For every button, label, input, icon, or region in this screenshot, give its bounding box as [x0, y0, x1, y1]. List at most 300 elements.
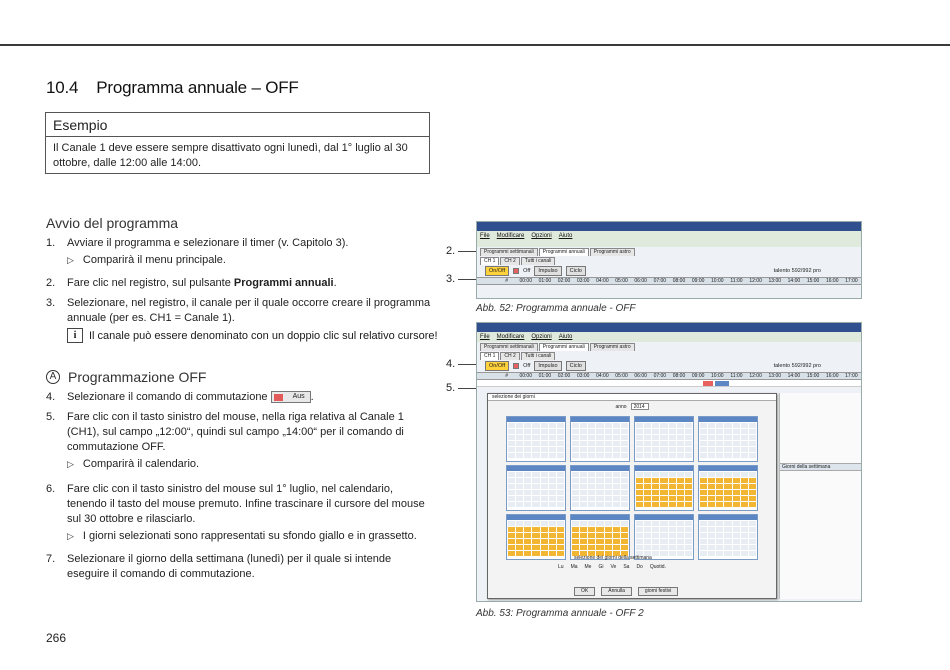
calendar-day[interactable] — [677, 435, 684, 440]
calendar-day[interactable] — [652, 527, 659, 532]
calendar-day[interactable] — [557, 539, 564, 544]
calendar-day[interactable] — [588, 533, 595, 538]
calendar-day[interactable] — [724, 472, 731, 477]
calendar-day[interactable] — [677, 527, 684, 532]
calendar-day[interactable] — [532, 527, 539, 532]
calendar-day[interactable] — [580, 423, 587, 428]
calendar-day[interactable] — [724, 545, 731, 550]
calendar-day[interactable] — [572, 539, 579, 544]
calendar-day[interactable] — [516, 539, 523, 544]
weekday-checkbox[interactable]: Lu — [558, 564, 564, 570]
calendar-day[interactable] — [733, 545, 740, 550]
calendar-day[interactable] — [677, 521, 684, 526]
calendar-day[interactable] — [741, 441, 748, 446]
calendar-day[interactable] — [549, 502, 556, 507]
calendar-day[interactable] — [605, 478, 612, 483]
calendar-day[interactable] — [532, 539, 539, 544]
calendar-day[interactable] — [580, 502, 587, 507]
calendar-day[interactable] — [685, 472, 692, 477]
calendar-day[interactable] — [669, 533, 676, 538]
calendar-day[interactable] — [749, 502, 756, 507]
calendar-day[interactable] — [532, 521, 539, 526]
calendar-day[interactable] — [724, 435, 731, 440]
calendar-month[interactable] — [634, 465, 694, 511]
calendar-day[interactable] — [660, 496, 667, 501]
calendar-day[interactable] — [541, 490, 548, 495]
calendar-day[interactable] — [733, 533, 740, 538]
calendar-day[interactable] — [524, 423, 531, 428]
calendar-day[interactable] — [669, 472, 676, 477]
calendar-day[interactable] — [749, 551, 756, 556]
calendar-day[interactable] — [549, 490, 556, 495]
calendar-day[interactable] — [580, 472, 587, 477]
calendar-day[interactable] — [596, 429, 603, 434]
menu-modificare[interactable]: Modificare — [496, 233, 525, 239]
calendar-day[interactable] — [749, 472, 756, 477]
calendar-day[interactable] — [621, 472, 628, 477]
calendar-day[interactable] — [724, 533, 731, 538]
calendar-day[interactable] — [660, 441, 667, 446]
calendar-day[interactable] — [660, 472, 667, 477]
calendar-day[interactable] — [524, 545, 531, 550]
calendar-day[interactable] — [524, 521, 531, 526]
tab-astro[interactable]: Programmi astro — [590, 248, 635, 256]
calendar-day[interactable] — [621, 429, 628, 434]
calendar-day[interactable] — [580, 490, 587, 495]
menu-opzioni[interactable]: Opzioni — [531, 233, 552, 239]
calendar-day[interactable] — [716, 423, 723, 428]
calendar-day[interactable] — [700, 453, 707, 458]
calendar-day[interactable] — [588, 429, 595, 434]
calendar-day[interactable] — [685, 423, 692, 428]
calendar-day[interactable] — [596, 502, 603, 507]
calendar-month[interactable] — [698, 416, 758, 462]
holidays-button[interactable]: giorni festivi — [638, 587, 678, 596]
calendar-day[interactable] — [716, 490, 723, 495]
calendar-day[interactable] — [613, 435, 620, 440]
calendar-day[interactable] — [724, 502, 731, 507]
calendar-day[interactable] — [532, 435, 539, 440]
calendar-day[interactable] — [605, 484, 612, 489]
calendar-day[interactable] — [524, 484, 531, 489]
calendar-day[interactable] — [588, 478, 595, 483]
calendar-day[interactable] — [508, 429, 515, 434]
calendar-day[interactable] — [557, 484, 564, 489]
calendar-day[interactable] — [708, 441, 715, 446]
calendar-day[interactable] — [541, 447, 548, 452]
calendar-day[interactable] — [541, 545, 548, 550]
calendar-day[interactable] — [749, 545, 756, 550]
calendar-day[interactable] — [596, 545, 603, 550]
calendar-day[interactable] — [605, 533, 612, 538]
calendar-day[interactable] — [572, 441, 579, 446]
calendar-day[interactable] — [621, 521, 628, 526]
calendar-day[interactable] — [669, 435, 676, 440]
calendar-day[interactable] — [669, 539, 676, 544]
calendar-day[interactable] — [669, 551, 676, 556]
calendar-day[interactable] — [669, 423, 676, 428]
calendar-day[interactable] — [636, 521, 643, 526]
calendar-day[interactable] — [596, 539, 603, 544]
calendar-day[interactable] — [708, 435, 715, 440]
calendar-day[interactable] — [644, 435, 651, 440]
calendar-day[interactable] — [621, 435, 628, 440]
calendar-day[interactable] — [508, 521, 515, 526]
calendar-day[interactable] — [677, 545, 684, 550]
calendar-day[interactable] — [700, 447, 707, 452]
calendar-day[interactable] — [621, 502, 628, 507]
calendar-day[interactable] — [549, 551, 556, 556]
calendar-day[interactable] — [541, 423, 548, 428]
calendar-day[interactable] — [733, 472, 740, 477]
calendar-day[interactable] — [669, 441, 676, 446]
calendar-day[interactable] — [524, 453, 531, 458]
impulse-button[interactable]: Impulso — [534, 266, 561, 276]
calendar-day[interactable] — [660, 447, 667, 452]
calendar-day[interactable] — [700, 435, 707, 440]
tab-ch2[interactable]: CH 2 — [500, 352, 519, 360]
calendar-day[interactable] — [621, 453, 628, 458]
calendar-day[interactable] — [660, 435, 667, 440]
calendar-day[interactable] — [716, 545, 723, 550]
calendar-day[interactable] — [580, 484, 587, 489]
calendar-day[interactable] — [749, 453, 756, 458]
calendar-day[interactable] — [605, 453, 612, 458]
calendar-day[interactable] — [580, 521, 587, 526]
calendar-day[interactable] — [557, 453, 564, 458]
calendar-day[interactable] — [516, 484, 523, 489]
calendar-day[interactable] — [572, 502, 579, 507]
calendar-day[interactable] — [636, 539, 643, 544]
calendar-day[interactable] — [588, 521, 595, 526]
calendar-day[interactable] — [724, 484, 731, 489]
calendar-day[interactable] — [549, 496, 556, 501]
calendar-day[interactable] — [733, 490, 740, 495]
calendar-day[interactable] — [652, 429, 659, 434]
calendar-day[interactable] — [580, 539, 587, 544]
menu-file[interactable]: File — [480, 233, 490, 239]
calendar-day[interactable] — [685, 441, 692, 446]
calendar-day[interactable] — [749, 533, 756, 538]
calendar-day[interactable] — [557, 496, 564, 501]
calendar-day[interactable] — [700, 521, 707, 526]
calendar-day[interactable] — [749, 490, 756, 495]
calendar-day[interactable] — [644, 478, 651, 483]
calendar-day[interactable] — [605, 441, 612, 446]
calendar-day[interactable] — [636, 533, 643, 538]
calendar-day[interactable] — [644, 429, 651, 434]
calendar-day[interactable] — [716, 435, 723, 440]
calendar-day[interactable] — [669, 484, 676, 489]
calendar-day[interactable] — [621, 539, 628, 544]
calendar-day[interactable] — [508, 490, 515, 495]
calendar-day[interactable] — [557, 545, 564, 550]
calendar-day[interactable] — [516, 502, 523, 507]
calendar-day[interactable] — [572, 521, 579, 526]
calendar-day[interactable] — [685, 490, 692, 495]
calendar-day[interactable] — [613, 447, 620, 452]
calendar-day[interactable] — [749, 527, 756, 532]
calendar-day[interactable] — [724, 527, 731, 532]
calendar-day[interactable] — [708, 545, 715, 550]
calendar-day[interactable] — [733, 435, 740, 440]
calendar-day[interactable] — [644, 496, 651, 501]
calendar-day[interactable] — [677, 441, 684, 446]
calendar-day[interactable] — [516, 551, 523, 556]
calendar-day[interactable] — [652, 521, 659, 526]
calendar-day[interactable] — [605, 429, 612, 434]
calendar-day[interactable] — [636, 502, 643, 507]
calendar-day[interactable] — [508, 551, 515, 556]
calendar-day[interactable] — [580, 447, 587, 452]
calendar-day[interactable] — [596, 496, 603, 501]
calendar-day[interactable] — [733, 478, 740, 483]
calendar-day[interactable] — [708, 551, 715, 556]
calendar-day[interactable] — [660, 423, 667, 428]
calendar-day[interactable] — [677, 551, 684, 556]
tab-weekly[interactable]: Programmi settimanali — [480, 343, 538, 351]
calendar-day[interactable] — [557, 478, 564, 483]
calendar-day[interactable] — [741, 551, 748, 556]
calendar-day[interactable] — [700, 472, 707, 477]
calendar-day[interactable] — [524, 533, 531, 538]
calendar-day[interactable] — [588, 539, 595, 544]
calendar-day[interactable] — [685, 478, 692, 483]
calendar-day[interactable] — [532, 447, 539, 452]
calendar-day[interactable] — [516, 545, 523, 550]
calendar-day[interactable] — [644, 484, 651, 489]
calendar-day[interactable] — [508, 423, 515, 428]
calendar-day[interactable] — [644, 527, 651, 532]
calendar-day[interactable] — [532, 478, 539, 483]
calendar-day[interactable] — [685, 551, 692, 556]
calendar-day[interactable] — [549, 423, 556, 428]
calendar-day[interactable] — [708, 484, 715, 489]
calendar-day[interactable] — [621, 527, 628, 532]
calendar-day[interactable] — [708, 429, 715, 434]
calendar-day[interactable] — [749, 484, 756, 489]
calendar-day[interactable] — [669, 478, 676, 483]
calendar-day[interactable] — [644, 521, 651, 526]
calendar-day[interactable] — [660, 533, 667, 538]
calendar-day[interactable] — [716, 502, 723, 507]
calendar-month[interactable] — [634, 514, 694, 560]
calendar-day[interactable] — [741, 502, 748, 507]
calendar-day[interactable] — [557, 429, 564, 434]
calendar-day[interactable] — [605, 472, 612, 477]
calendar-day[interactable] — [716, 551, 723, 556]
calendar-day[interactable] — [621, 441, 628, 446]
calendar-day[interactable] — [613, 472, 620, 477]
calendar-day[interactable] — [549, 478, 556, 483]
calendar-day[interactable] — [541, 472, 548, 477]
calendar-day[interactable] — [613, 527, 620, 532]
calendar-day[interactable] — [636, 490, 643, 495]
calendar-day[interactable] — [613, 484, 620, 489]
calendar-day[interactable] — [524, 478, 531, 483]
calendar-day[interactable] — [541, 484, 548, 489]
calendar-day[interactable] — [685, 527, 692, 532]
calendar-day[interactable] — [621, 545, 628, 550]
calendar-day[interactable] — [724, 496, 731, 501]
tab-astro[interactable]: Programmi astro — [590, 343, 635, 351]
calendar-day[interactable] — [700, 490, 707, 495]
calendar-day[interactable] — [572, 429, 579, 434]
impulse-button[interactable]: Impulso — [534, 361, 561, 371]
calendar-day[interactable] — [749, 429, 756, 434]
weekday-checkbox[interactable]: Me — [584, 564, 592, 570]
calendar-day[interactable] — [549, 435, 556, 440]
calendar-day[interactable] — [557, 533, 564, 538]
calendar-day[interactable] — [652, 472, 659, 477]
menu-file[interactable]: File — [480, 334, 490, 340]
calendar-day[interactable] — [524, 551, 531, 556]
calendar-day[interactable] — [572, 447, 579, 452]
calendar-day[interactable] — [724, 539, 731, 544]
calendar-day[interactable] — [669, 521, 676, 526]
calendar-day[interactable] — [660, 478, 667, 483]
weekday-checkbox[interactable]: Ma — [570, 564, 578, 570]
calendar-day[interactable] — [621, 447, 628, 452]
calendar-day[interactable] — [605, 496, 612, 501]
calendar-day[interactable] — [524, 435, 531, 440]
calendar-day[interactable] — [652, 496, 659, 501]
calendar-month[interactable] — [506, 514, 566, 560]
calendar-day[interactable] — [652, 441, 659, 446]
calendar-day[interactable] — [596, 472, 603, 477]
calendar-day[interactable] — [588, 441, 595, 446]
calendar-day[interactable] — [613, 490, 620, 495]
calendar-day[interactable] — [508, 453, 515, 458]
calendar-day[interactable] — [516, 435, 523, 440]
calendar-day[interactable] — [685, 453, 692, 458]
calendar-day[interactable] — [652, 478, 659, 483]
calendar-day[interactable] — [532, 490, 539, 495]
calendar-day[interactable] — [516, 521, 523, 526]
tab-all-channels[interactable]: Tutti i canali — [521, 257, 556, 265]
calendar-day[interactable] — [549, 539, 556, 544]
calendar-day[interactable] — [557, 521, 564, 526]
calendar-day[interactable] — [541, 533, 548, 538]
calendar-day[interactable] — [605, 539, 612, 544]
calendar-day[interactable] — [708, 527, 715, 532]
calendar-day[interactable] — [652, 502, 659, 507]
calendar-day[interactable] — [724, 453, 731, 458]
calendar-day[interactable] — [572, 496, 579, 501]
calendar-day[interactable] — [508, 539, 515, 544]
calendar-day[interactable] — [660, 484, 667, 489]
calendar-day[interactable] — [532, 472, 539, 477]
calendar-day[interactable] — [733, 539, 740, 544]
calendar-day[interactable] — [541, 539, 548, 544]
calendar-day[interactable] — [660, 539, 667, 544]
calendar-day[interactable] — [716, 484, 723, 489]
calendar-day[interactable] — [613, 502, 620, 507]
weekday-checkbox[interactable]: Quotid. — [649, 564, 666, 570]
calendar-day[interactable] — [557, 441, 564, 446]
calendar-day[interactable] — [733, 502, 740, 507]
weekday-checkbox[interactable]: Sa — [623, 564, 630, 570]
calendar-day[interactable] — [677, 502, 684, 507]
calendar-day[interactable] — [669, 490, 676, 495]
calendar-day[interactable] — [588, 435, 595, 440]
calendar-day[interactable] — [557, 502, 564, 507]
calendar-day[interactable] — [572, 478, 579, 483]
calendar-day[interactable] — [749, 539, 756, 544]
calendar-day[interactable] — [596, 447, 603, 452]
calendar-day[interactable] — [708, 447, 715, 452]
calendar-day[interactable] — [724, 478, 731, 483]
calendar-day[interactable] — [716, 447, 723, 452]
calendar-day[interactable] — [685, 447, 692, 452]
calendar-day[interactable] — [733, 527, 740, 532]
calendar-day[interactable] — [700, 423, 707, 428]
calendar-day[interactable] — [588, 447, 595, 452]
tab-ch1[interactable]: CH 1 — [480, 352, 499, 360]
calendar-day[interactable] — [708, 502, 715, 507]
calendar-day[interactable] — [741, 453, 748, 458]
menu-aiuto[interactable]: Aiuto — [558, 334, 573, 340]
calendar-day[interactable] — [541, 441, 548, 446]
calendar-day[interactable] — [572, 527, 579, 532]
calendar-day[interactable] — [572, 435, 579, 440]
calendar-day[interactable] — [572, 533, 579, 538]
calendar-day[interactable] — [613, 496, 620, 501]
calendar-day[interactable] — [660, 527, 667, 532]
calendar-day[interactable] — [724, 447, 731, 452]
calendar-day[interactable] — [588, 545, 595, 550]
off-label[interactable]: Off — [523, 268, 531, 274]
calendar-day[interactable] — [677, 539, 684, 544]
calendar-day[interactable] — [700, 502, 707, 507]
calendar-day[interactable] — [588, 527, 595, 532]
calendar-day[interactable] — [669, 496, 676, 501]
calendar-day[interactable] — [660, 453, 667, 458]
calendar-day[interactable] — [596, 453, 603, 458]
calendar-day[interactable] — [700, 496, 707, 501]
calendar-day[interactable] — [508, 478, 515, 483]
calendar-day[interactable] — [508, 545, 515, 550]
calendar-month[interactable] — [698, 514, 758, 560]
calendar-day[interactable] — [572, 545, 579, 550]
calendar-day[interactable] — [685, 502, 692, 507]
calendar-day[interactable] — [741, 423, 748, 428]
calendar-day[interactable] — [636, 453, 643, 458]
calendar-day[interactable] — [716, 539, 723, 544]
calendar-day[interactable] — [733, 521, 740, 526]
calendar-day[interactable] — [621, 496, 628, 501]
calendar-day[interactable] — [660, 545, 667, 550]
calendar-day[interactable] — [541, 527, 548, 532]
calendar-day[interactable] — [749, 423, 756, 428]
calendar-day[interactable] — [613, 429, 620, 434]
calendar-day[interactable] — [524, 527, 531, 532]
calendar-day[interactable] — [588, 423, 595, 428]
calendar-day[interactable] — [708, 496, 715, 501]
calendar-day[interactable] — [605, 435, 612, 440]
calendar-day[interactable] — [636, 496, 643, 501]
calendar-day[interactable] — [588, 502, 595, 507]
calendar-day[interactable] — [660, 551, 667, 556]
calendar-day[interactable] — [652, 539, 659, 544]
tab-all-channels[interactable]: Tutti i canali — [521, 352, 556, 360]
calendar-day[interactable] — [580, 429, 587, 434]
calendar-day[interactable] — [557, 551, 564, 556]
calendar-day[interactable] — [549, 453, 556, 458]
weekday-checkbox[interactable]: Gi — [598, 564, 604, 570]
calendar-day[interactable] — [716, 441, 723, 446]
calendar-day[interactable] — [685, 521, 692, 526]
